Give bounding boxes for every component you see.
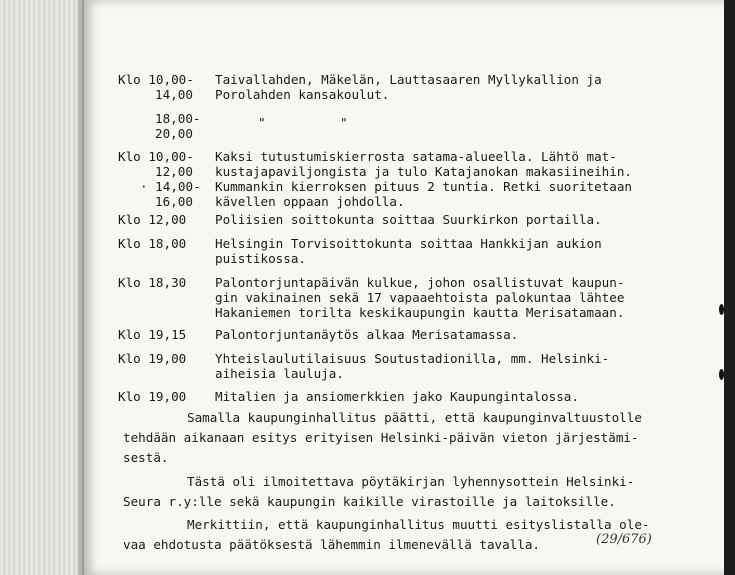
- entry-text: Porolahden kansakoulut.: [215, 87, 390, 102]
- entry-text: Yhteislaulutilaisuus Soutustadionilla, mm. Helsinki-: [215, 351, 610, 366]
- entry-text: Kaksi tutustumiskierrosta satama-alueella. Lähtö mat-: [215, 149, 617, 164]
- entry-text: Palontorjuntanäytös alkaa Merisatamassa.: [215, 327, 519, 342]
- entry-text: Kummankin kierroksen pituus 2 tuntia. Retki suoritetaan: [215, 179, 633, 194]
- entry-time: Klo 19,00: [118, 389, 187, 404]
- paragraph-line: Samalla kaupunginhallitus päätti, että kaupunginvaltuustolle: [187, 410, 642, 425]
- entry-text: Helsingin Torvisoittokunta soittaa Hankkijan aukion: [215, 236, 602, 251]
- entry-time: 20,00: [155, 126, 193, 141]
- paragraph-line: Merkittiin, että kaupunginhallitus muutti esityslistalla ole-: [187, 517, 650, 532]
- entry-time: Klo 10,00-: [118, 149, 194, 164]
- handwritten-reference: (29/676): [596, 532, 652, 547]
- entry-time: Klo 12,00: [118, 212, 187, 227]
- entry-time: Klo 19,00: [118, 351, 187, 366]
- ditto-mark: ": [258, 115, 266, 130]
- entry-text: gin vakinainen sekä 17 vapaaehtoista palokuntaa lähtee: [215, 290, 625, 305]
- entry-time: Klo 10,00-: [118, 72, 194, 87]
- entry-text: Hakaniemen torilta keskikaupungin kautta Merisatamaan.: [215, 305, 625, 320]
- entry-text: Taivallahden, Mäkelän, Lauttasaaren Myllykallion ja: [215, 72, 602, 87]
- paragraph-line: Tästä oli ilmoitettava pöytäkirjan lyhennysottein Helsinki-: [187, 474, 635, 489]
- paragraph-line: vaa ehdotusta päätöksestä lähemmin ilmenevällä tavalla.: [123, 537, 541, 552]
- entry-time: 12,00: [155, 164, 193, 179]
- paragraph-line: Seura r.y:lle sekä kaupungin kaikille virastoille ja laitoksille.: [123, 494, 616, 509]
- punch-hole-mark: [719, 369, 724, 380]
- entry-time: Klo 18,30: [118, 275, 187, 290]
- entry-time: Klo 18,00: [118, 236, 187, 251]
- entry-text: Mitalien ja ansiomerkkien jako Kaupungintalossa.: [215, 389, 579, 404]
- paragraph-line: sestä.: [123, 450, 169, 465]
- entry-time: 18,00-: [155, 111, 201, 126]
- punch-hole-mark: [719, 304, 724, 315]
- ditto-mark: ": [340, 115, 348, 130]
- entry-text: kävellen oppaan johdolla.: [215, 194, 405, 209]
- entry-time: 16,00: [155, 194, 193, 209]
- entry-time: Klo 19,15: [118, 327, 187, 342]
- paragraph-line: tehdään aikanaan esitys erityisen Helsinki-päivän vieton järjestämi-: [123, 430, 639, 445]
- entry-text: Palontorjuntapäivän kulkue, johon osallistuvat kaupun-: [215, 275, 625, 290]
- entry-text: kustajapaviljongista ja tulo Katajanokan makasiineihin.: [215, 164, 633, 179]
- entry-time: 14,00: [155, 87, 193, 102]
- entry-time: · 14,00-: [140, 179, 201, 194]
- entry-text: aiheisia lauluja.: [215, 366, 344, 381]
- entry-text: puistikossa.: [215, 251, 306, 266]
- entry-text: Poliisien soittokunta soittaa Suurkirkon portailla.: [215, 212, 602, 227]
